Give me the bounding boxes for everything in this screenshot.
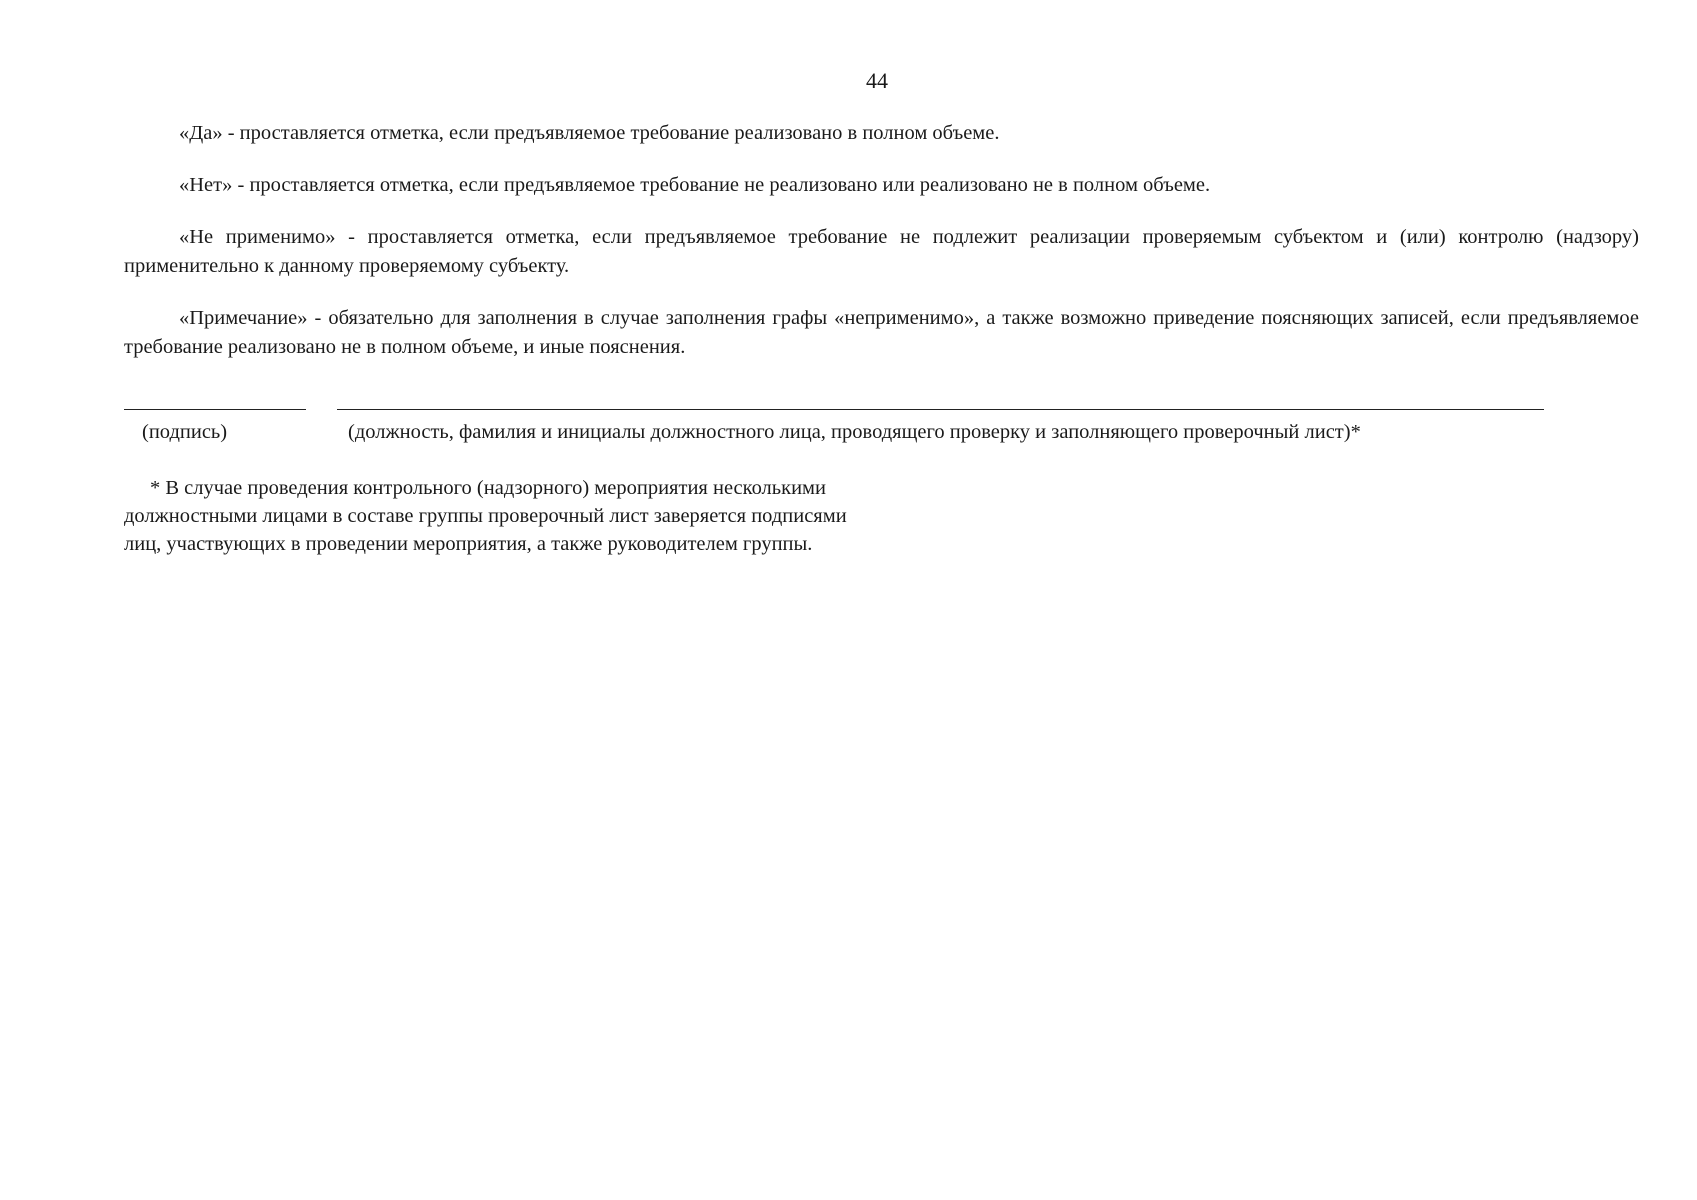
official-caption: (должность, фамилия и инициалы должностного лица, проводящего проверку и заполняющего проверочный лист)* <box>348 421 1361 443</box>
official-name-line <box>337 409 1544 410</box>
page-number: 44 <box>866 68 888 93</box>
paragraph-no-definition: «Нет» - проставляется отметка, если предъявляемое требование не реализовано или реализовано не в полном объеме. <box>179 174 1211 196</box>
signature-caption: (подпись) <box>142 421 228 443</box>
paragraph-note-definition: «Примечание» - обязательно для заполнения в случае заполнения графы «неприменимо», а также возможно приведение поясняющих записей, если предъявляемое требование реализовано не в полном объеме, и иные пояснения. <box>124 307 1639 358</box>
footnote-line: лиц, участвующих в проведении мероприятия, а также руководителем группы. <box>124 533 813 555</box>
signature-line <box>124 409 306 410</box>
paragraph-yes-definition: «Да» - проставляется отметка, если предъявляемое требование реализовано в полном объеме. <box>179 122 1000 144</box>
footnote-line: должностными лицами в составе группы проверочный лист заверяется подписями <box>124 505 847 527</box>
paragraph-not-applicable-definition: «Не применимо» - проставляется отметка, если предъявляемое требование не подлежит реализации проверяемым субъектом и (или) контролю (надзору) применительно к данному проверяемому субъекту. <box>124 226 1639 277</box>
footnote <box>124 474 847 558</box>
footnote-line: * В случае проведения контрольного (надзорного) мероприятия несколькими <box>150 477 826 499</box>
